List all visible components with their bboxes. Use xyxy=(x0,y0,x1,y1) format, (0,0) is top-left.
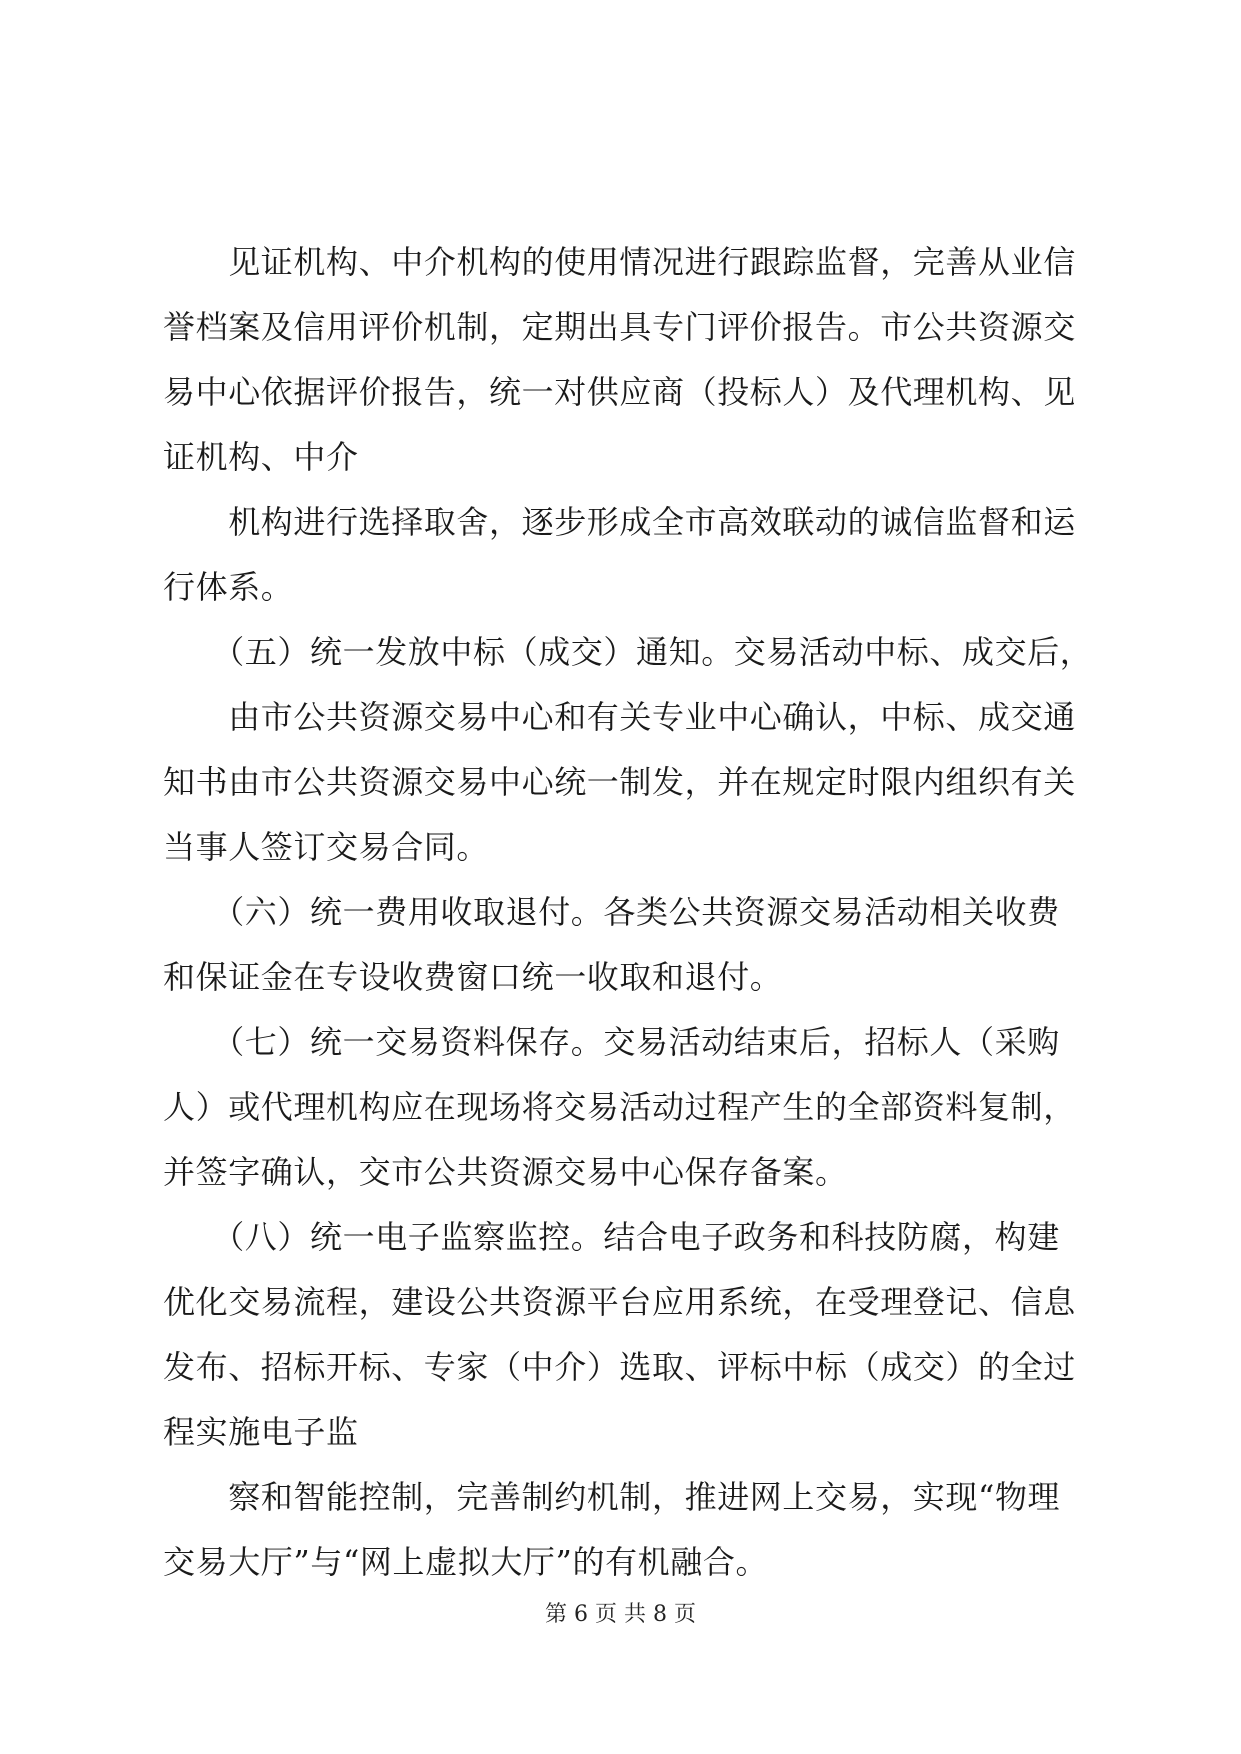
text-line: 和保证金在专设收费窗口统一收取和退付。 xyxy=(163,958,783,996)
text-line: 机构进行选择取舍，逐步形成全市高效联动的诚信监督和运 xyxy=(163,503,1076,541)
text-line: 易中心依据评价报告，统一对供应商（投标人）及代理机构、见 xyxy=(163,373,1076,411)
text-line: 交易大厅”与“网上虚拟大厅”的有机融合。 xyxy=(163,1543,769,1581)
text-line: （五）统一发放中标（成交）通知。交易活动中标、成交后， xyxy=(163,633,1093,671)
text-line: 程实施电子监 xyxy=(163,1413,359,1451)
text-line: 优化交易流程，建设公共资源平台应用系统，在受理登记、信息 xyxy=(163,1283,1076,1321)
text-line: 誉档案及信用评价机制，定期出具专门评价报告。市公共资源交 xyxy=(163,308,1076,346)
text-line: （六）统一费用收取退付。各类公共资源交易活动相关收费 xyxy=(163,893,1060,931)
text-line: 证机构、中介 xyxy=(163,438,359,476)
text-line: 发布、招标开标、专家（中介）选取、评标中标（成交）的全过 xyxy=(163,1348,1076,1386)
text-line: （八）统一电子监察监控。结合电子政务和科技防腐，构建 xyxy=(163,1218,1060,1256)
text-line: 由市公共资源交易中心和有关专业中心确认，中标、成交通 xyxy=(163,698,1076,736)
text-line: 察和智能控制，完善制约机制，推进网上交易，实现“物理 xyxy=(163,1478,1061,1516)
text-line: （七）统一交易资料保存。交易活动结束后，招标人（采购 xyxy=(163,1023,1060,1061)
text-line: 见证机构、中介机构的使用情况进行跟踪监督，完善从业信 xyxy=(163,243,1076,281)
text-line: 人）或代理机构应在现场将交易活动过程产生的全部资料复制， xyxy=(163,1088,1076,1126)
text-line: 行体系。 xyxy=(163,568,294,606)
page-number: 第 6 页 共 8 页 xyxy=(545,1602,696,1627)
document-body xyxy=(163,230,1093,1595)
text-line: 当事人签订交易合同。 xyxy=(163,828,490,866)
text-line: 知书由市公共资源交易中心统一制发，并在规定时限内组织有关 xyxy=(163,763,1076,801)
text-line: 并签字确认，交市公共资源交易中心保存备案。 xyxy=(163,1153,848,1191)
